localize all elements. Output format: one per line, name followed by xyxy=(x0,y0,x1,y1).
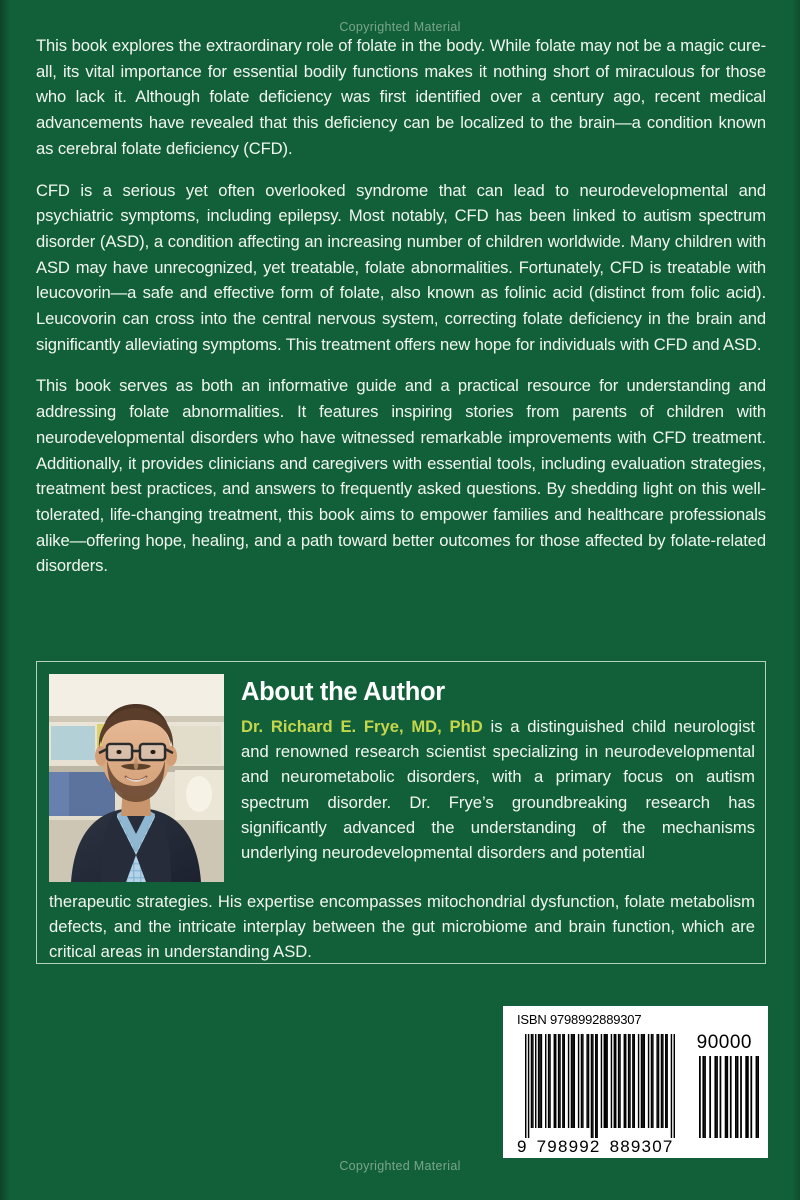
copyright-watermark-top: Copyrighted Material xyxy=(339,20,461,34)
ean-group-two: 889307 xyxy=(609,1137,674,1156)
author-name: Dr. Richard E. Frye, MD, PhD xyxy=(241,717,483,736)
ean-group-one: 798992 xyxy=(536,1137,601,1156)
author-bio-first-block xyxy=(241,714,755,865)
price-code-label: 90000 xyxy=(696,1032,752,1053)
copyright-watermark-bottom: Copyrighted Material xyxy=(339,1159,461,1173)
ean13-human-readable-digits xyxy=(517,1137,697,1157)
blurb-paragraph-1: This book explores the extraordinary role of folate in the body. While folate may not be a magic cure-all, its vital importance for essential bodily functions makes it nothing short of miraculous for those who lack it. Although folate deficiency was first identified over a century ago, recent medical advancements have revealed that this deficiency can be localized to the brain—a condition known as cerebral folate deficiency (CFD). xyxy=(36,36,766,158)
blurb-paragraph-3: This book serves as both an informative guide and a practical resource for understanding and addressing folate abnormalities. It features inspiring stories from parents of children with neurodevelopmental disorders who have witnessed remarkable improvements with CFD treatment. Additionally, it provides clinicians and caregivers with essential tools, including evaluation strategies, treatment best practices, and answers to frequently asked questions. By shedding light on this well-tolerated, life-changing treatment, this book aims to empower families and healthcare professionals alike—offering hope, healing, and a path toward better outcomes for those affected by folate-related disorders. xyxy=(36,376,766,576)
back-cover-blurb xyxy=(36,33,766,579)
ean-lead-digit: 9 xyxy=(517,1137,528,1156)
ean5-addon-barcode-bars xyxy=(699,1056,759,1138)
blurb-paragraph-2: CFD is a serious yet often overlooked syndrome that can lead to neurodevelopmental and psychiatric symptoms, including epilepsy. Most notably, CFD has been linked to autism spectrum disorder (ASD), a condition affecting an increasing number of children worldwide. Many children with ASD may have unrecognized, yet treatable, folate abnormalities. Fortunately, CFD is treatable with leucovorin—a safe and effective form of folate, also known as folinic acid (distinct from folic acid). Leucovorin can cross into the central nervous system, correcting folate deficiency in the brain and significantly alleviating symptoms. This treatment offers new hope for individuals with CFD and ASD. xyxy=(36,180,766,354)
author-portrait-photo xyxy=(49,674,224,882)
ean13-barcode-bars xyxy=(525,1034,675,1138)
about-the-author-panel xyxy=(36,661,766,964)
isbn-label: ISBN 9798992889307 xyxy=(517,1012,642,1027)
about-the-author-heading: About the Author xyxy=(241,678,445,706)
isbn-barcode-block xyxy=(503,1006,768,1158)
author-bio-text-part-1: is a distinguished child neurologist and renowned research scientist specializing in neurodevelopmental and neurometabolic disorders, with a primary focus on autism spectrum disorder. Dr. Frye’s groundbreaking research has significantly advanced the understanding of the mechanisms underlying neurodevelopmental disorders and potential xyxy=(241,717,755,863)
author-bio-text-part-2: therapeutic strategies. His expertise encompasses mitochondrial dysfunction, folate metabolism defects, and the intricate interplay between the gut microbiome and brain function, which are critical areas in understanding ASD. xyxy=(49,892,755,962)
